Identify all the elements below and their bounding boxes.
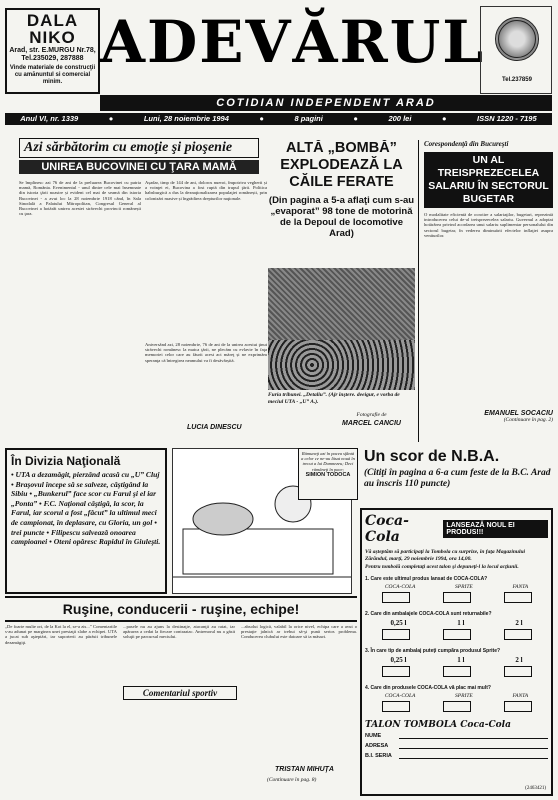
newspaper-subtitle: COTIDIAN INDEPENDENT ARAD <box>100 95 552 111</box>
newspaper-title: ADEVĂRUL <box>100 8 486 76</box>
nba-subtitle: (Citiţi în pagina a 6-a cum feste de la B.C. Arad au înscris 110 puncte) <box>364 468 551 489</box>
unirea-col1: Se împlinesc azi 76 de ani de la preluarea Bucovinei cu patria mamă, România. Evenimentul - unul dintre cele mai însemnate din istoria ţării noastre și evident cel mai de seamă din istoria Bucovinei - a avut loc la 28 noiembrie 1918 când, în Sala Sinodală a Palatului Mitropolitan, Congresul General al Bucovinei a hotărât unirea acestei străvechi provincii românești cu ţara. <box>19 180 141 217</box>
bomba-caption: Furia tribunei. „Detaliu”. (Ajr înştere. deeigur, e vorba de meciul UTA - „U” A.). <box>268 392 400 405</box>
divizia-box <box>5 448 167 594</box>
simion-author: SIMION TODOCA <box>305 471 351 478</box>
rusine-headline: Ruşine, conducerii - ruşine, echipe! <box>5 596 357 622</box>
bomba-article <box>268 140 415 440</box>
photo-crowd <box>268 340 415 390</box>
salarii-kicker: Corespondenţă din Bucureşti <box>424 140 509 148</box>
field-label: B.I. SERIA <box>365 752 392 759</box>
checkbox[interactable] <box>504 701 532 712</box>
cola-q1-opt1[interactable]: COCA-COLA <box>384 583 416 590</box>
cola-talon: TALON TOMBOLA Coca-Cola <box>365 719 511 730</box>
cola-q1: 1. Care este ultimul produs lansat de COCA-COLA? <box>365 575 488 582</box>
cola-q2-opt2[interactable]: 1 l <box>457 618 465 627</box>
salarii-author: EMANUEL SOCACIU <box>484 410 553 417</box>
rusine-col3: ...absolut logică, valabil la orice nivel, echipa care a avut o prestaţie jalnică ar trebui să-şi pună serios problema. Conducerea clubului este datoare să ia măsuri. <box>241 624 357 640</box>
checkbox[interactable] <box>504 592 532 603</box>
ad-right-logo <box>495 17 539 61</box>
price: 200 lei <box>388 114 412 123</box>
cola-q2-opt1[interactable]: 0,25 l <box>390 618 407 627</box>
checkbox[interactable] <box>382 701 410 712</box>
rusine-col1: „De foarte multe ori, de la Kot la el, se-a zis...” Comentariile s-au adunat pe marginea unei prestaţii slabe a echipei. UTA a jucat sub aşteptări, iar suporterii au părăsit tribunele dezamăgiţi. <box>5 624 117 645</box>
cola-q3-opt2[interactable]: 1 l <box>457 655 465 664</box>
cola-code: (2463421) <box>525 786 546 791</box>
checkbox[interactable] <box>504 666 532 677</box>
field-label: ADRESA <box>365 742 389 749</box>
bomba-headline: ALTĂ „BOMBĂ” EXPLODEAZĂ LA CĂILE FERATE <box>280 140 403 190</box>
checkbox[interactable] <box>443 666 471 677</box>
salarii-body: O modalitate eficientă de ocrotire a salariaţilor, bugetari, reprezintă introducerea celui de-al treisprezecelea salariu. Guvernul a adoptat hotărârea privind acordarea unui salariu suplimentar personalului din sectorul bugetar, în vederea diminuării efectelor inflaţiei asupra veniturilor. <box>424 212 553 238</box>
checkbox[interactable] <box>382 629 410 640</box>
checkbox[interactable] <box>443 592 471 603</box>
checkbox[interactable] <box>443 701 471 712</box>
cola-q4-checkboxes <box>365 701 548 712</box>
field-line[interactable] <box>399 753 548 759</box>
cola-q3-opt1[interactable]: 0,25 l <box>390 655 407 664</box>
ad-dala-niko <box>5 8 100 94</box>
ad-name: DALA NIKO <box>26 11 79 47</box>
cola-q2: 2. Care din ambalajele COCA-COLA sunt returnabile? <box>365 610 492 617</box>
cola-q2-checkboxes <box>365 629 548 640</box>
divizia-body: • UTA a dezamăgit, pierzând acasă cu „U” Cluj • Braşovul începe să se salveze, câştigând la Sibiu • „Bunkerul” face scor cu Farul şi el iar „Ponta” • F.C. Naţional câştigă, la scor, la Farul, iar scorul a fost „făcut” la ultimul meci de campionat, în deplasare, cu Gloria, un gol • trei puncte • Filipescu salvează onoarea campioanei • Oteni opăresc Rapidul în Giuleşti. <box>11 470 161 547</box>
cola-q2-options <box>365 619 548 627</box>
nba-box <box>360 448 553 506</box>
simion-box <box>298 448 358 500</box>
divizia-title: În Divizia Naţională <box>11 454 121 468</box>
page-count: 8 pagini <box>294 114 323 123</box>
issue-date: Luni, 28 noiembrie 1994 <box>143 114 229 123</box>
unirea-article <box>5 132 267 442</box>
salarii-headline: UN AL TREISPREZECELEA SALARIU ÎN SECTORUL BUGETAR <box>424 152 553 208</box>
unirea-headline: UNIREA BUCOVINEI CU ŢARA MAMĂ <box>19 160 259 174</box>
checkbox[interactable] <box>443 629 471 640</box>
checkbox[interactable] <box>382 592 410 603</box>
field-bi <box>365 753 548 759</box>
simion-text: Rămuneţi azi în pacea sfântă a celor ce ne-au lăsat nouă în trecut a lui Dumnezeu; Deci rămâneţi în pace; <box>301 451 355 472</box>
info-bar <box>5 113 552 125</box>
cola-intro: Vă așteptăm să participaţi la Tombola cu surprize, în faţa Magazinului Zărăndul, marţi, 29 noiembrie 1994, ora 14,00. <box>365 549 526 562</box>
issue-number: Anul VI, nr. 1339 <box>20 114 79 123</box>
bullet-1: ● <box>108 114 114 123</box>
cola-q1-options <box>365 584 548 590</box>
issn: ISSN 1220 - 7195 <box>477 114 537 123</box>
cola-q3: 3. În care tip de ambalaj puteţi cumpăra produsul Sprite? <box>365 647 501 654</box>
cola-q1-opt2[interactable]: SPRITE <box>455 583 473 590</box>
rusine-article <box>5 596 357 796</box>
checkbox[interactable] <box>382 666 410 677</box>
nba-title: Un scor de N.B.A. <box>364 448 500 465</box>
cola-header <box>365 513 548 545</box>
field-line[interactable] <box>399 733 548 739</box>
cola-headline: LANSEAZĂ NOUL EI PRODUS!!! <box>443 520 548 538</box>
rusine-comment-title: Comentariul sportiv <box>123 686 237 700</box>
cola-q2-opt3[interactable]: 2 l <box>515 618 523 627</box>
bomba-deck: (Din pagina a 5-a aflaţi cum s-au „evaporat” 98 tone de motorină de la Depoul de locomotive Arad) <box>268 195 415 239</box>
cola-q4-options <box>365 693 548 699</box>
unirea-col3: Aniversând azi, 28 noiembrie, 76 de ani de la unirea acestui ţinut străvechi românesc la matca ţării, ne plecăm cu evlavie în faţa memoriei celor care au făurit acest act măreţ și ne exprimăm speranţa că întregirea neamului va fi desăvârșită. <box>145 342 267 363</box>
bomba-credit: MARCEL CANCIU <box>342 420 401 427</box>
bullet-3: ● <box>353 114 358 123</box>
field-nume <box>365 733 548 739</box>
unirea-author: LUCIA DINESCU <box>187 424 242 431</box>
ad-address: Arad, str. E.MURGU Nr.78, Tel.235029, 287888 <box>9 47 96 62</box>
ad-description: Vinde materiale de construcţii cu amănuntul si comercial minim. <box>9 65 96 85</box>
cola-ad <box>360 508 553 796</box>
salarii-continued: (Continuare în pag. 2) <box>503 417 553 423</box>
bomba-photo <box>268 268 415 390</box>
cola-q4-opt3[interactable]: FANTA <box>512 692 529 699</box>
cola-q3-opt3[interactable]: 2 l <box>515 655 523 664</box>
salarii-article <box>418 140 553 442</box>
bullet-4: ● <box>441 114 447 123</box>
cola-intro2: Pentru tombolă completaţi acest talon şi depuneţi-l la locul acţiunii. <box>365 564 519 570</box>
rusine-author: TRISTAN MIHUŢA <box>275 766 334 773</box>
cola-q3-options <box>365 656 548 664</box>
cola-q4: 4. Care din produsele COCA-COLA vă plac mai mult? <box>365 684 491 691</box>
cola-fields <box>365 733 548 759</box>
bomba-credit-label: Fotografie de <box>356 412 387 418</box>
ad-right <box>480 6 552 94</box>
cola-q3-checkboxes <box>365 666 548 677</box>
checkbox[interactable] <box>504 629 532 640</box>
cola-q4-opt1[interactable]: COCA-COLA <box>384 692 416 699</box>
cola-q4-opt2[interactable]: SPRITE <box>455 692 473 699</box>
rusine-col2: ...pasele nu au ajuns la destinaţie, atacanţii au ratat, iar apărarea a cedat la fiecare contraatac. Antrenorul nu a găsit soluţii pe parcursul meciului. <box>123 624 235 640</box>
cola-q1-opt3[interactable]: FANTA <box>512 583 529 590</box>
cola-q1-checkboxes <box>365 592 548 603</box>
unirea-kicker: Azi sărbătorim cu emoţie şi pioşenie <box>19 138 259 158</box>
rusine-continued: (Continuare în pag. 8) <box>267 777 317 783</box>
ad-right-tel: Tel.237859 <box>502 77 532 83</box>
field-adresa <box>365 743 548 749</box>
bullet-2: ● <box>259 114 264 123</box>
field-label: NUME <box>365 732 382 739</box>
field-line[interactable] <box>399 743 548 749</box>
cola-brand: Coca-Cola <box>365 513 409 545</box>
unirea-col2: Așadar, timp de 144 de ani, doloros nueroi, împotriva vegherii și a voinţei ei, Bucovina a fost ruptă din trupul ţării. Politica habsburgică a dus la deznaţionalizarea populaţiei românești, prin colonizări masive și îngrădirea drepturilor naţionale. <box>145 180 267 201</box>
